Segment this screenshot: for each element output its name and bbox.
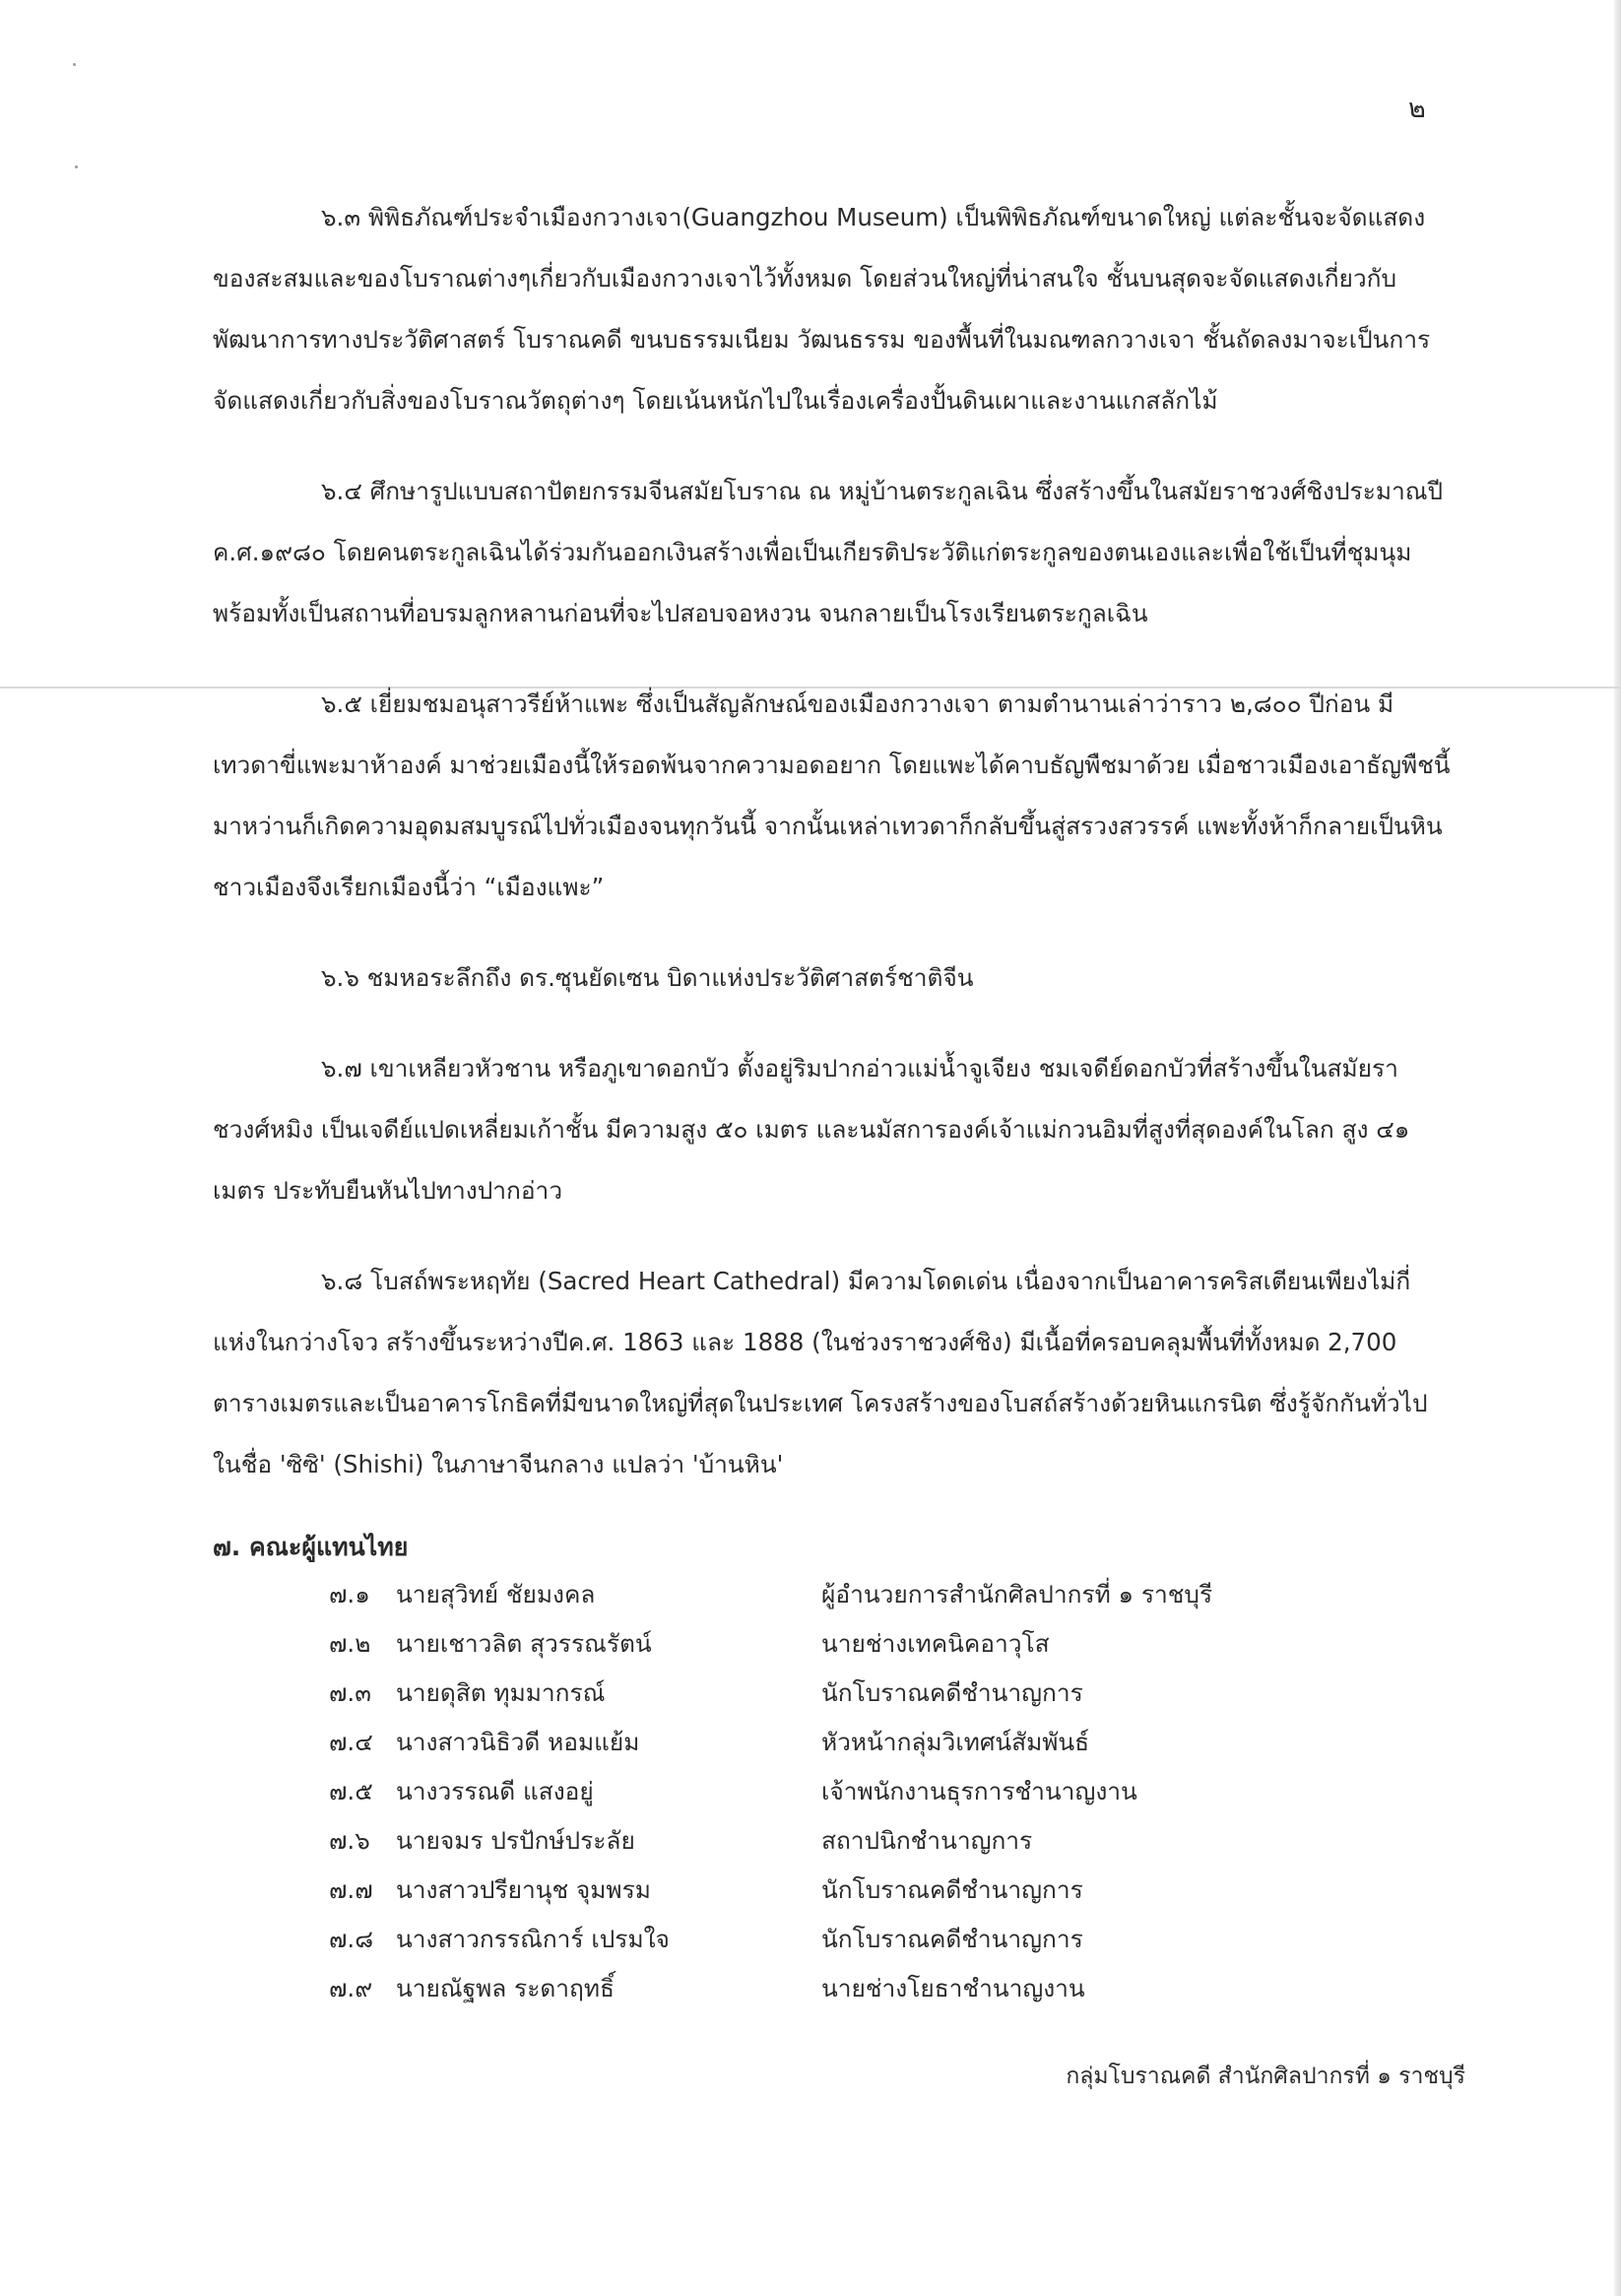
member-name: นางวรรณดี แสงอยู่ — [396, 1777, 594, 1805]
member-number: ๗.๕ — [329, 1777, 373, 1805]
member-position: นักโบราณคดีชำนาญการ — [821, 1678, 1083, 1707]
member-number: ๗.๒ — [329, 1629, 371, 1658]
member-position: หัวหน้ากลุ่มวิเทศน์สัมพันธ์ — [821, 1728, 1090, 1756]
document-body — [213, 187, 1452, 2013]
scan-speck — [75, 165, 78, 168]
member-number: ๗.๓ — [329, 1678, 371, 1707]
member-position: ผู้อำนวยการสำนักศิลปากรที่ ๑ ราชบุรี — [821, 1580, 1213, 1608]
delegation-member-row — [213, 1915, 1452, 1964]
scan-speck — [73, 63, 76, 66]
paragraph-6-4: ๖.๔ ศึกษารูปแบบสถาปัตยกรรมจีนสมัยโบราณ ณ หมู่บ้านตระกูลเฉิน ซึ่งสร้างขึ้นในสมัยราชวงศ์ชิงประมาณปี ค.ศ.๑๙๘๐ โดยคนตระกูลเฉินได้ร่วมกันออกเงินสร้างเพื่อเป็นเกียรติประวัติแก่ตระกูลของตนเองและเพื่อใช้เป็นที่ชุมนุม พร้อมทั้งเป็นสถานที่อบรมลูกหลานก่อนที่จะไปสอบจอหงวน จนกลายเป็นโรงเรียนตระกูลเฉิน — [213, 477, 1444, 627]
delegation-member-row — [213, 1866, 1452, 1915]
member-position: นายช่างโยธาชำนาญงาน — [821, 1974, 1085, 2002]
member-position: นายช่างเทคนิคอาวุโส — [821, 1629, 1050, 1658]
footer-organization: กลุ่มโบราณคดี สำนักศิลปากรที่ ๑ ราชบุรี — [1066, 2064, 1465, 2089]
page-number: ๒ — [1408, 94, 1426, 124]
member-position: นักโบราณคดีชำนาญการ — [821, 1925, 1083, 1953]
member-number: ๗.๖ — [329, 1826, 370, 1855]
member-name: นายสุวิทย์ ชัยมงคล — [396, 1580, 596, 1608]
member-name: นายเชาวลิต สุวรรณรัตน์ — [396, 1629, 652, 1658]
member-number: ๗.๙ — [329, 1974, 373, 2002]
delegation-member-row — [213, 1619, 1452, 1669]
paragraph-6-6: ๖.๖ ชมหอระลึกถึง ดร.ซุนยัดเซน บิดาแห่งประวัติศาสตร์ชาติจีน — [321, 963, 974, 992]
member-name: นายดุสิต ทุมมากรณ์ — [396, 1678, 606, 1707]
delegation-member-row — [213, 1718, 1452, 1767]
delegation-member-row — [213, 1964, 1452, 2013]
member-number: ๗.๗ — [329, 1875, 373, 1904]
delegation-member-row — [213, 1570, 1452, 1619]
delegation-member-row — [213, 1816, 1452, 1866]
paragraph-6-7: ๖.๗ เขาเหลียวหัวชาน หรือภูเขาดอกบัว ตั้งอยู่ริมปากอ่าวแม่น้ำจูเจียง ชมเจดีย์ดอกบัวที่สร้างขึ้นในสมัยราชวงศ์หมิง เป็นเจดีย์แปดเหลี่ยมเก้าชั้น มีความสูง ๕๐ เมตร และนมัสการองค์เจ้าแม่กวนอิมที่สูงที่สุดองค์ในโลก สูง ๔๑ เมตร ประทับยืนหันไปทางปากอ่าว — [213, 1054, 1410, 1205]
member-name: นางสาวปรียานุช จุมพรม — [396, 1875, 651, 1904]
paragraph-6-5: ๖.๕ เยี่ยมชมอนุสาวรีย์ห้าแพะ ซึ่งเป็นสัญลักษณ์ของเมืองกวางเจา ตามตำนานเล่าว่าราว ๒,๘๐๐ ปีก่อน มีเทวดาขี่แพะมาห้าองค์ มาช่วยเมืองนี้ให้รอดพ้นจากความอดอยาก โดยแพะได้คาบธัญพืชมาด้วย เมื่อชาวเมืองเอาธัญพืชนี้มาหว่านก็เกิดความอุดมสมบูรณ์ไปทั่วเมืองจนทุกวันนี้ จากนั้นเหล่าเทวดาก็กลับขึ้นสู่สรวงสวรรค์ แพะทั้งห้าก็กลายเป็นหิน ชาวเมืองจึงเรียกเมืองนี้ว่า “เมืองแพะ” — [213, 689, 1451, 901]
delegation-member-row — [213, 1669, 1452, 1718]
page-edge-shadow — [1614, 0, 1621, 2296]
paragraph-6-8: ๖.๘ โบสถ์พระหฤทัย (Sacred Heart Cathedral) มีความโดดเด่น เนื่องจากเป็นอาคารคริสเตียนเพียงไม่กี่แห่งในกว่างโจว สร้างขึ้นระหว่างปีค.ศ. 1863 และ 1888 (ในช่วงราชวงศ์ชิง) มีเนื้อที่ครอบคลุมพื้นที่ทั้งหมด 2,700 ตารางเมตรและเป็นอาคารโกธิคที่มีขนาดใหญ่ที่สุดในประเทศ โครงสร้างของโบสถ์สร้างด้วยหินแกรนิต ซึ่งรู้จักกันทั่วไปในชื่อ 'ซิซิ' (Shishi) ในภาษาจีนกลาง แปลว่า 'บ้านหิน' — [213, 1267, 1428, 1478]
member-name: นางสาวนิธิวดี หอมแย้ม — [396, 1728, 640, 1756]
member-number: ๗.๑ — [329, 1580, 370, 1608]
delegation-heading: ๗. คณะผู้แทนไทย — [213, 1533, 409, 1561]
member-position: สถาปนิกชำนาญการ — [821, 1826, 1033, 1855]
member-position: เจ้าพนักงานธุรการชำนาญงาน — [821, 1777, 1137, 1805]
member-name: นายณัฐพล ระดาฤทธิ์ — [396, 1974, 615, 2002]
paragraph-6-3: ๖.๓ พิพิธภัณฑ์ประจำเมืองกวางเจา(Guangzhou Museum) เป็นพิพิธภัณฑ์ขนาดใหญ่ แต่ละชั้นจะจัดแสดงของสะสมและของโบราณต่างๆเกี่ยวกับเมืองกวางเจาไว้ทั้งหมด โดยส่วนใหญ่ที่น่าสนใจ ชั้นบนสุดจะจัดแสดงเกี่ยวกับพัฒนาการทางประวัติศาสตร์ โบราณคดี ขนบธรรมเนียม วัฒนธรรม ของพื้นที่ในมณฑลกวางเจา ชั้นถัดลงมาจะเป็นการจัดแสดงเกี่ยวกับสิ่งของโบราณวัตถุต่างๆ โดยเน้นหนักไปในเรื่องเครื่องปั้นดินเผาและงานแกสลักไม้ — [213, 203, 1431, 415]
delegation-member-list — [213, 1570, 1452, 2013]
member-number: ๗.๔ — [329, 1728, 373, 1756]
member-name: นายจมร ปรปักษ์ประลัย — [396, 1826, 635, 1855]
member-number: ๗.๘ — [329, 1925, 374, 1953]
delegation-member-row — [213, 1767, 1452, 1816]
member-position: นักโบราณคดีชำนาญการ — [821, 1875, 1083, 1904]
member-name: นางสาวกรรณิการ์ เปรมใจ — [396, 1925, 670, 1953]
